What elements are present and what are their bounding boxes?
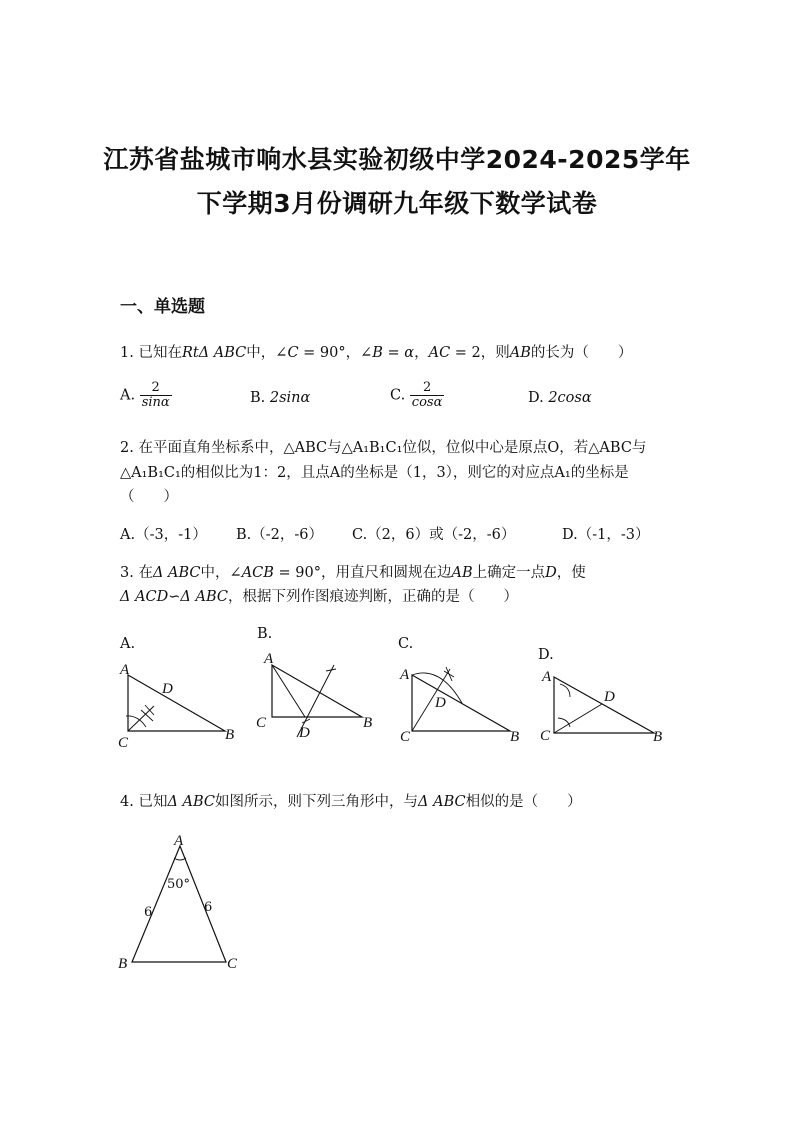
q4-angle-label: 50° (167, 877, 191, 892)
q3-option-d-label[interactable]: D. (538, 647, 554, 663)
fig-b-vertex-b: B (363, 715, 373, 731)
document-title-line2: 下学期3月份调研九年级下数学试卷 (196, 189, 598, 218)
q4-side-right: 6 (204, 900, 213, 915)
q3-figure-d (532, 663, 672, 753)
q4-side-left: 6 (144, 905, 153, 920)
q3-option-c-label[interactable]: C. (398, 636, 414, 652)
q1-option-a[interactable]: A. $\frac{2}{\sin\alpha}$ (120, 380, 170, 410)
question-3-line2: Δ ACD∽Δ ABC，根据下列作图痕迹判断，正确的是（ ） (120, 589, 518, 605)
q1-option-d[interactable]: D. 2cosα (528, 390, 592, 406)
q4-vertex-c: C (227, 956, 238, 972)
fig-d-vertex-b: B (653, 729, 663, 745)
q4-vertex-a: A (174, 833, 184, 849)
question-1-text: 1. 已知在RtΔ ABC中，∠C = 90°，∠B = α，AC = 2，则AB的长为（ ） (120, 345, 633, 361)
q3-figure-a (110, 655, 245, 750)
fig-a-vertex-d: D (162, 681, 173, 697)
fig-c-vertex-b: B (510, 729, 520, 745)
q3-option-b-label[interactable]: B. (257, 626, 273, 642)
question-4-text: 4. 已知Δ ABC如图所示，则下列三角形中，与Δ ABC相似的是（ ） (120, 794, 582, 810)
fig-b-vertex-c: C (256, 715, 267, 731)
q4-triangle-figure (112, 830, 262, 975)
fig-d-vertex-c: C (540, 728, 551, 744)
document-title-line1: 江苏省盐城市响水县实验初级中学2024-2025学年 (103, 145, 691, 174)
q2-option-d[interactable]: D.（-1，-3） (562, 527, 650, 543)
q4-vertex-b: B (118, 956, 128, 972)
fig-c-vertex-d: D (435, 695, 446, 711)
fig-a-vertex-c: C (118, 735, 129, 750)
fig-b-vertex-d: D (299, 725, 310, 741)
question-2-line2: △A₁B₁C₁的相似比为1：2，且点A的坐标是（1，3），则它的对应点A₁的坐标是 (120, 465, 629, 481)
fig-a-vertex-a: A (120, 662, 130, 678)
fig-c-vertex-c: C (400, 729, 411, 745)
question-2-line3: （ ） (120, 489, 178, 505)
q1-option-c-fraction: $\frac{2}{\cos\alpha}$ (411, 380, 443, 410)
question-3-line1: 3. 在Δ ABC中，∠ACB = 90°，用直尺和圆规在边AB上确定一点D，使 (120, 565, 586, 581)
section-heading: 一、单选题 (120, 297, 205, 317)
fig-b-vertex-a: A (264, 651, 274, 667)
q3-figure-c (392, 655, 527, 750)
q2-option-a[interactable]: A.（-3，-1） (120, 527, 207, 543)
q1-option-b[interactable]: B. 2sinα (250, 390, 311, 406)
q3-figure-b (250, 645, 385, 745)
fig-d-vertex-a: A (542, 669, 552, 685)
fig-a-vertex-b: B (225, 727, 235, 743)
q3-option-a-label[interactable]: A. (120, 636, 136, 652)
question-2-line1: 2. 在平面直角坐标系中，△ABC与△A₁B₁C₁位似，位似中心是原点O，若△ABC与 (120, 440, 647, 456)
q1-option-a-fraction: $\frac{2}{\sin\alpha}$ (141, 380, 170, 410)
fig-c-vertex-a: A (400, 667, 410, 683)
q2-option-b[interactable]: B.（-2，-6） (236, 527, 324, 543)
fig-d-vertex-d: D (604, 689, 615, 705)
q2-option-c[interactable]: C.（2，6）或（-2，-6） (352, 527, 516, 543)
q1-option-c[interactable]: C. $\frac{2}{\cos\alpha}$ (390, 380, 443, 410)
